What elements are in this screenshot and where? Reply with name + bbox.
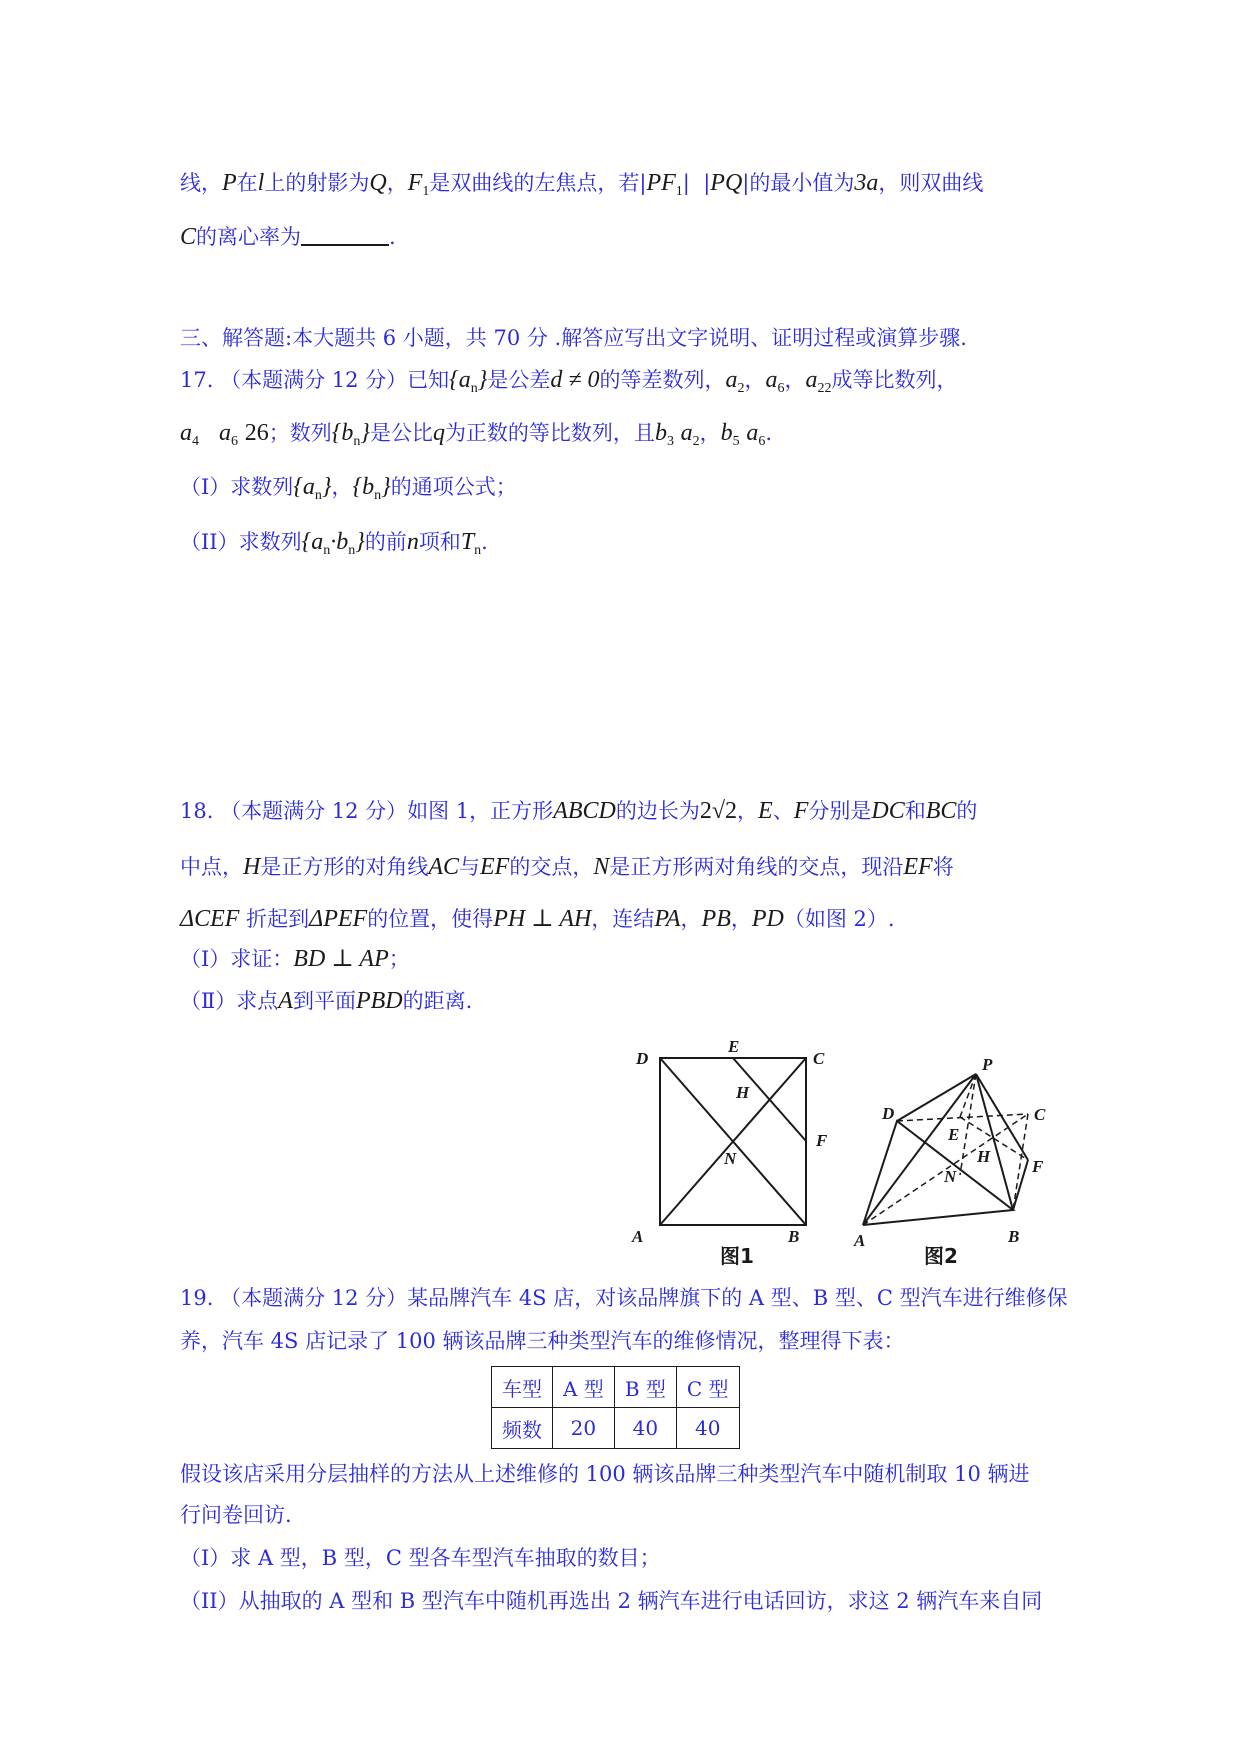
- seq-an: $\{a_n\}$: [449, 367, 488, 396]
- math-F1: $F_1$: [407, 170, 430, 199]
- text: 的最小值为: [749, 171, 855, 195]
- q18-line1: 18. （本题满分 12 分）如图 1，正方形ABCD的边长为2√2，E、F分别是DC和BC的: [180, 798, 978, 824]
- table-row: [492, 1367, 740, 1408]
- math-P: P: [222, 170, 237, 196]
- table-cell: 频数: [492, 1408, 553, 1449]
- fig1-label: D: [636, 1049, 649, 1068]
- q18-line2: 中点，H是正方形的对角线AC与EF的交点，N是正方形两对角线的交点，现沿EF将: [180, 854, 954, 880]
- math-q: q: [432, 420, 445, 446]
- text: 的离心率为: [196, 225, 302, 249]
- text: ，: [386, 171, 408, 195]
- fig1-label: F: [816, 1131, 828, 1150]
- fig2-label: D: [882, 1104, 895, 1123]
- fig2-label: F: [1032, 1157, 1044, 1176]
- fig1-label: B: [788, 1227, 800, 1246]
- q19-line1: 19. （本题满分 12 分）某品牌汽车 4S 店，对该品牌旗下的 A 型、B 型、C 型汽车进行维修保: [180, 1286, 1068, 1310]
- text: 是双曲线的左焦点，若|: [429, 171, 647, 195]
- p16-line2: [180, 222, 1070, 252]
- q17-part1: （I）求数列$\{a_n\}$，$\{b_n\}$的通项公式；: [180, 474, 517, 503]
- fig2-label: C: [1034, 1105, 1046, 1124]
- figure-2-labels: [853, 1055, 1046, 1250]
- figure-2-caption: 图2: [924, 1244, 958, 1268]
- fig1-label: N: [724, 1149, 737, 1168]
- math-3a: 3a: [854, 170, 879, 196]
- fig1-label: A: [632, 1227, 644, 1246]
- fig1-label: C: [813, 1049, 825, 1068]
- geometry-figures: [620, 1030, 1070, 1250]
- q18-line3: ΔCEF 折起到ΔPEF的位置，使得PH ⊥ AH，连结PA，PB，PD（如图 2）.: [180, 906, 895, 932]
- text: 线，: [180, 171, 222, 195]
- fig2-label: E: [948, 1125, 960, 1144]
- q19-line3: 假设该店采用分层抽样的方法从上述维修的 100 辆该品牌三种类型汽车中随机制取 10 辆进: [180, 1462, 1030, 1486]
- fig2-label: B: [1008, 1227, 1020, 1246]
- text: 上的射影为: [264, 171, 370, 195]
- table-cell: 40: [676, 1408, 739, 1449]
- fig2-label: A: [854, 1231, 866, 1250]
- table-cell: A 型: [553, 1367, 615, 1408]
- q19-part2: （II）从抽取的 A 型和 B 型汽车中随机再选出 2 辆汽车进行电话回访，求这 2 辆汽车来自同: [180, 1589, 1043, 1613]
- q17-line2: $a_4$ $a_6$ 26；数列$\{b_n\}$是公比q为正数的等比数列，且$b_3$ $a_2$，$b_5$ $a_6$.: [180, 420, 772, 449]
- q18-part2: （Ⅱ）求点A到平面PBD的距离.: [180, 988, 473, 1014]
- q19-line2: 养，汽车 4S 店记录了 100 辆该品牌三种类型汽车的维修情况，整理得下表：: [180, 1329, 905, 1353]
- math-Q: Q: [369, 170, 387, 196]
- frequency-table: [491, 1366, 740, 1449]
- math-l: l: [257, 170, 265, 196]
- math-PF1: $PF_1$: [646, 170, 683, 199]
- fig1-label: E: [728, 1037, 740, 1056]
- table-cell: B 型: [614, 1367, 676, 1408]
- math-d0: d ≠ 0: [550, 367, 600, 393]
- table-cell: C 型: [676, 1367, 739, 1408]
- q19-line4: 行问卷回访.: [180, 1503, 292, 1527]
- figure-1-caption: 图1: [720, 1244, 754, 1268]
- math-PQ: PQ: [710, 170, 743, 196]
- q17-part2: （II）求数列$\{a_n\cdot b_n\}$的前n项和$T_n$.: [180, 529, 488, 558]
- text: |: [682, 171, 690, 195]
- section-heading: 三、解答题:本大题共 6 小题，共 70 分 .解答应写出文字说明、证明过程或演算步骤.: [180, 326, 967, 350]
- fig2-label: P: [982, 1055, 993, 1074]
- fig2-label: H: [977, 1147, 991, 1166]
- p16-line1: 线，P在l上的射影为Q，$F_1$是双曲线的左焦点，若$|PF_1|$ |PQ|的最小值为3a，则双曲线: [180, 170, 984, 199]
- q17-line1: 17. （本题满分 12 分）已知$\{a_n\}$是公差d ≠ 0的等差数列，$a_2$，$a_6$，$a_{22}$成等比数列，: [180, 367, 958, 396]
- math-C: C: [180, 224, 197, 250]
- math-26: 26: [244, 420, 269, 446]
- table-row: [492, 1408, 740, 1449]
- seq-bn: $\{b_n\}$: [331, 420, 370, 449]
- text: .: [389, 225, 396, 249]
- text: ，则双曲线: [878, 171, 984, 195]
- text: 在: [236, 171, 258, 195]
- q19-part1: （I）求 A 型，B 型，C 型各车型汽车抽取的数目；: [180, 1546, 661, 1570]
- table-cell: 车型: [492, 1367, 553, 1408]
- table-cell: 40: [614, 1408, 676, 1449]
- answer-blank: [301, 224, 389, 246]
- fig2-label: N: [944, 1167, 957, 1186]
- table-cell: 20: [553, 1408, 615, 1449]
- figure-1-square: [660, 1058, 806, 1225]
- q18-part1: （Ⅰ）求证：BD ⊥ AP；: [180, 946, 410, 972]
- fig1-label: H: [736, 1083, 750, 1102]
